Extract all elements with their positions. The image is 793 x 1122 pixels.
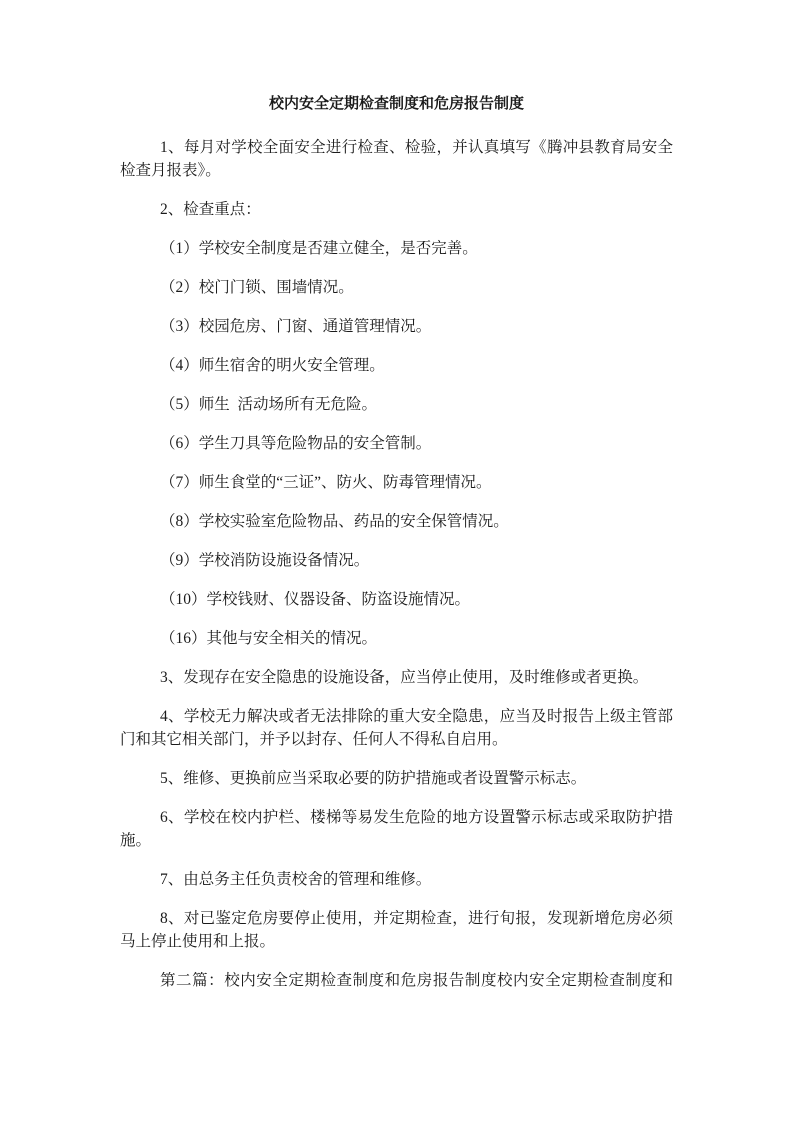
- paragraph-line: （16）其他与安全相关的情况。: [160, 629, 378, 647]
- paragraph-2-inspection-focus: [120, 198, 673, 221]
- paragraph-line: 第二篇：校内安全定期检查制度和危房报告制度校内安全定期检查制度和: [160, 971, 673, 989]
- paragraph-line: 马上停止使用和上报。: [120, 932, 276, 950]
- paragraph-line: （5）师生 活动场所有无危险。: [160, 395, 378, 413]
- focus-item-16: [120, 627, 673, 650]
- focus-item-2: [120, 276, 673, 299]
- paragraph-line: （8）学校实验室危险物品、药品的安全保管情况。: [160, 512, 509, 530]
- paragraph-line: 6、学校在校内护栏、楼梯等易发生危险的地方设置警示标志或采取防护措: [160, 808, 673, 826]
- paragraph-8-dangerous-buildings: [120, 907, 673, 953]
- document-page: [120, 92, 673, 1008]
- focus-item-9: [120, 549, 673, 572]
- paragraph-line: 7、由总务主任负责校舍的管理和维修。: [160, 870, 432, 888]
- paragraph-line: （4）师生宿舍的明火安全管理。: [160, 356, 385, 374]
- paragraph-1-monthly-inspection: [120, 136, 673, 182]
- paragraph-line: （7）师生食堂的“三证”、防火、防毒管理情况。: [160, 473, 492, 491]
- paragraph-line: 3、发现存在安全隐患的设施设备，应当停止使用，及时维修或者更换。: [160, 668, 649, 686]
- paragraph-line: （3）校园危房、门窗、通道管理情况。: [160, 317, 432, 335]
- paragraph-line: 门和其它相关部门，并予以封存、任何人不得私自启用。: [120, 730, 508, 748]
- paragraph-line: （1）学校安全制度是否建立健全，是否完善。: [160, 239, 478, 257]
- paragraph-line: 8、对已鉴定危房要停止使用，并定期检查，进行旬报，发现新增危房必须: [160, 909, 673, 927]
- focus-item-1: [120, 237, 673, 260]
- paragraph-3-hazard-equipment: [120, 666, 673, 689]
- paragraph-line: （9）学校消防设施设备情况。: [160, 551, 370, 569]
- focus-item-8: [120, 510, 673, 533]
- paragraph-line: （2）校门门锁、围墙情况。: [160, 278, 354, 296]
- paragraph-line: 施。: [120, 831, 152, 849]
- focus-item-10: [120, 588, 673, 611]
- paragraph-line: 5、维修、更换前应当采取必要的防护措施或者设置警示标志。: [160, 769, 587, 787]
- paragraph-7-maintenance: [120, 868, 673, 891]
- paragraph-line: 4、学校无力解决或者无法排除的重大安全隐患，应当及时报告上级主管部: [160, 707, 673, 725]
- paragraph-line: 2、检查重点：: [160, 200, 261, 218]
- focus-item-6: [120, 432, 673, 455]
- focus-item-5: [120, 393, 673, 416]
- paragraph-line: （6）学生刀具等危险物品的安全管制。: [160, 434, 432, 452]
- focus-item-7: [120, 471, 673, 494]
- paragraph-6-warning-signs: [120, 806, 673, 852]
- focus-item-3: [120, 315, 673, 338]
- paragraph-line: 检查月报表》。: [120, 161, 221, 179]
- paragraph-line: 1、每月对学校全面安全进行检查、检验，并认真填写《腾冲县教育局安全: [160, 138, 673, 156]
- focus-item-4: [120, 354, 673, 377]
- document-title: 校内安全定期检查制度和危房报告制度: [268, 93, 524, 112]
- section-2-heading: [120, 969, 673, 992]
- paragraph-line: （10）学校钱财、仪器设备、防盗设施情况。: [160, 590, 471, 608]
- paragraph-5-protective-measures: [120, 767, 673, 790]
- paragraph-4-report-hazards: [120, 705, 673, 751]
